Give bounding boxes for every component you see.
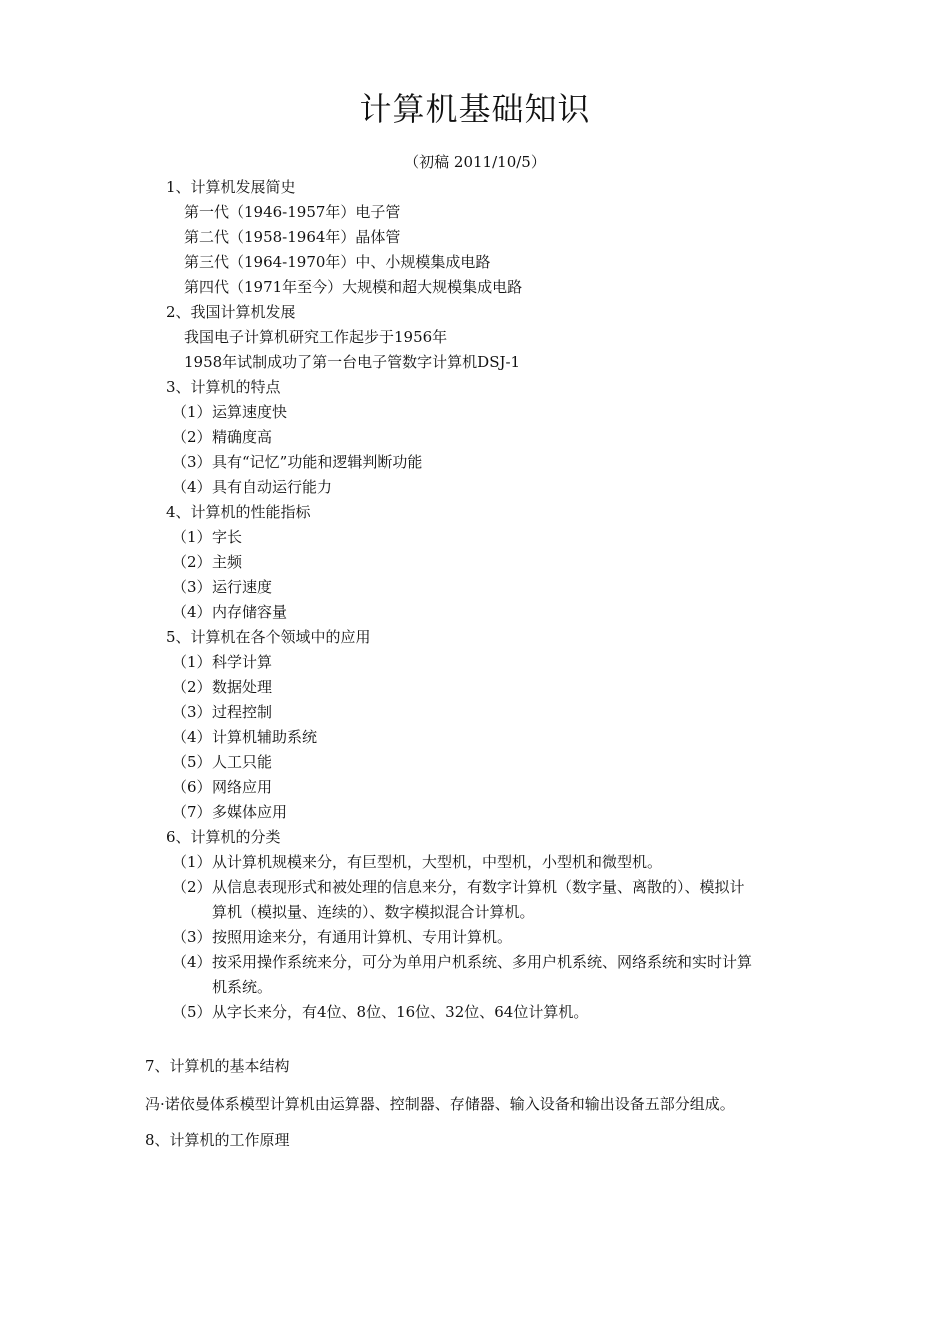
item-text: 主频: [212, 553, 243, 571]
item-text: 字长: [212, 528, 243, 546]
section-heading: 7、计算机的基本结构: [145, 1057, 290, 1075]
list-item: 第一代（1946-1957年）电子管: [184, 203, 401, 221]
paragraph: 冯·诺依曼体系模型计算机由运算器、控制器、存储器、输入设备和输出设备五部分组成。: [145, 1095, 735, 1113]
item-number: （3）: [172, 928, 212, 946]
item-number: （3）: [172, 453, 212, 471]
item-text: 从字长来分，有4位、8位、16位、32位、64位计算机。: [212, 1003, 589, 1021]
item-text: 按采用操作系统来分，可分为单用户机系统、多用户机系统、网络系统和实时计算: [212, 953, 753, 971]
list-item-continuation: 机系统。: [212, 978, 273, 996]
list-item: 第二代（1958-1964年）晶体管: [184, 228, 401, 246]
item-text: 从信息表现形式和被处理的信息来分，有数字计算机（数字量、离散的）、模拟计: [212, 878, 745, 896]
item-text: 数据处理: [212, 678, 273, 696]
item-number: （5）: [172, 1003, 212, 1021]
item-text: 科学计算: [212, 653, 273, 671]
list-item: [0, 850, 950, 875]
item-number: （4）: [172, 478, 212, 496]
section-heading: 3、计算机的特点: [166, 378, 281, 396]
item-number: （6）: [172, 778, 212, 796]
item-text: 多媒体应用: [212, 803, 288, 821]
list-item: [0, 525, 950, 550]
item-number: （2）: [172, 428, 212, 446]
list-item: 我国电子计算机研究工作起步于1956年: [184, 328, 448, 346]
item-text: 具有“记忆”功能和逻辑判断功能: [212, 453, 423, 471]
item-number: （4）: [172, 728, 212, 746]
item-text: 精确度高: [212, 428, 273, 446]
item-text: 按照用途来分，有通用计算机、专用计算机。: [212, 928, 513, 946]
list-item: [0, 400, 950, 425]
item-number: （7）: [172, 803, 212, 821]
section-heading: 4、计算机的性能指标: [166, 503, 311, 521]
item-text: 人工只能: [212, 753, 273, 771]
list-item: [0, 925, 950, 950]
section-heading: 5、计算机在各个领域中的应用: [166, 628, 371, 646]
section-heading: 1、计算机发展简史: [166, 178, 296, 196]
list-item: [0, 675, 950, 700]
list-item: [0, 775, 950, 800]
item-number: （1）: [172, 853, 212, 871]
item-number: （3）: [172, 703, 212, 721]
item-number: （1）: [172, 403, 212, 421]
item-text: 网络应用: [212, 778, 273, 796]
list-item: 1958年试制成功了第一台电子管数字计算机DSJ-1: [184, 353, 521, 371]
document-subtitle: （初稿 2011/10/5）: [404, 153, 546, 171]
section-heading: 6、计算机的分类: [166, 828, 281, 846]
item-number: （2）: [172, 553, 212, 571]
list-item: 第四代（1971年至今）大规模和超大规模集成电路: [184, 278, 523, 296]
list-item: [0, 425, 950, 450]
item-number: （2）: [172, 678, 212, 696]
list-item: [0, 800, 950, 825]
item-number: （4）: [172, 953, 212, 971]
item-number: （1）: [172, 653, 212, 671]
item-text: 过程控制: [212, 703, 273, 721]
list-item: [0, 750, 950, 775]
item-number: （4）: [172, 603, 212, 621]
document-body: [0, 175, 950, 1025]
list-item: [0, 950, 950, 975]
item-text: 计算机辅助系统: [212, 728, 318, 746]
list-item: [0, 650, 950, 675]
list-item: [0, 575, 950, 600]
item-number: （3）: [172, 578, 212, 596]
list-item: [0, 600, 950, 625]
list-item: [0, 725, 950, 750]
list-item: [0, 700, 950, 725]
item-text: 运行速度: [212, 578, 273, 596]
item-text: 具有自动运行能力: [212, 478, 333, 496]
item-text: 运算速度快: [212, 403, 288, 421]
item-number: （2）: [172, 878, 212, 896]
list-item-continuation: 算机（模拟量、连续的）、数字模拟混合计算机。: [212, 903, 535, 921]
item-number: （5）: [172, 753, 212, 771]
list-item: 第三代（1964-1970年）中、小规模集成电路: [184, 253, 491, 271]
section-heading: 2、我国计算机发展: [166, 303, 296, 321]
list-item: [0, 1000, 950, 1025]
list-item: [0, 475, 950, 500]
list-item: [0, 875, 950, 900]
list-item: [0, 550, 950, 575]
item-text: 从计算机规模来分，有巨型机，大型机，中型机，小型机和微型机。: [212, 853, 663, 871]
item-number: （1）: [172, 528, 212, 546]
document-title: 计算机基础知识: [359, 90, 591, 128]
item-text: 内存储容量: [212, 603, 288, 621]
list-item: [0, 450, 950, 475]
section-heading: 8、计算机的工作原理: [145, 1131, 290, 1149]
